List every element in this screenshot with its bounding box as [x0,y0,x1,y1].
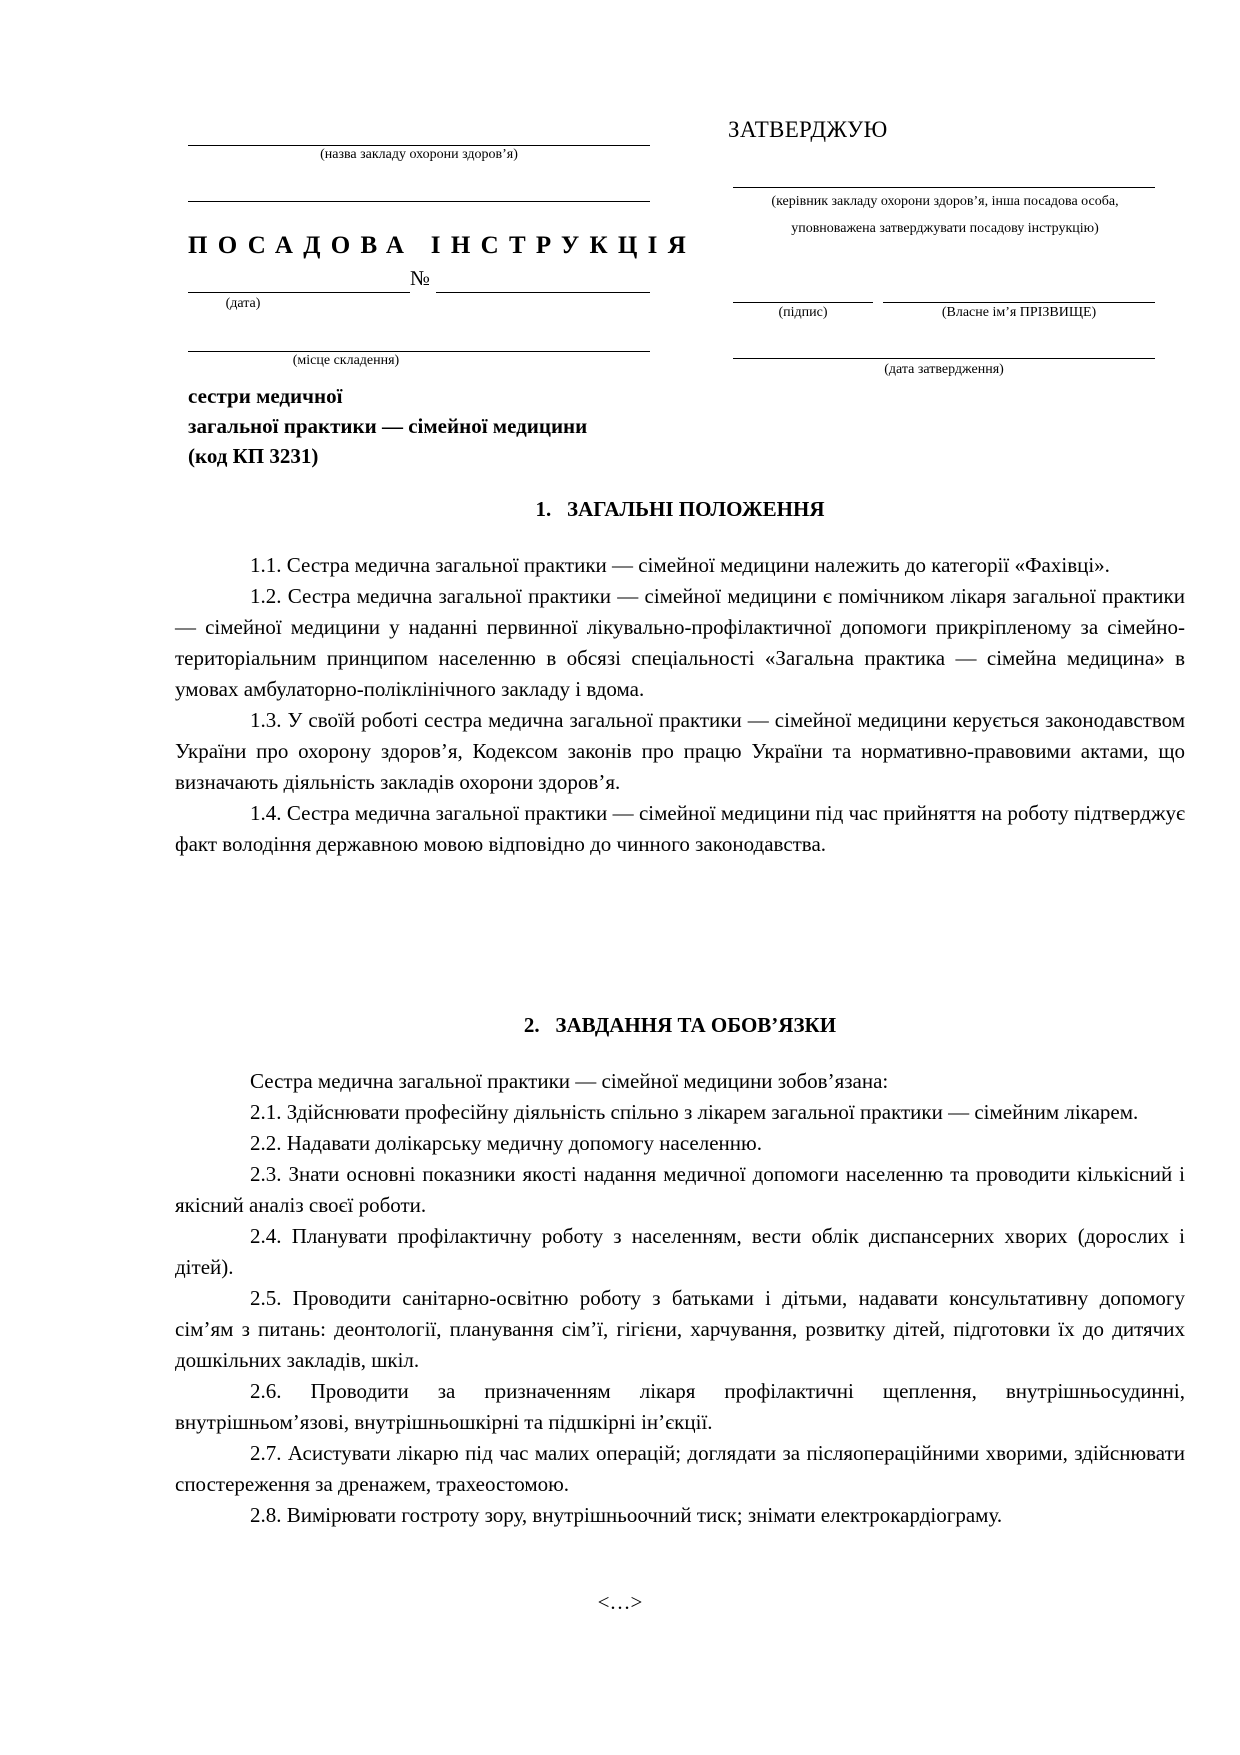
document-title: ПОСАДОВА ІНСТРУКЦІЯ [188,232,697,259]
section-2-intro: Сестра медична загальної практики — сімейної медицини зобов’язана: [250,1069,889,1093]
position-line-1: сестри медичної [188,384,343,408]
place-caption: (місце складення) [292,353,400,368]
institution-caption: (назва закладу охорони здоров’я) [320,147,518,162]
section-2-heading: 2. ЗАВДАННЯ ТА ОБОВ’ЯЗКИ [523,1013,837,1037]
section-2-body [175,1066,1185,1531]
paragraph-2-8: 2.8. Вимірювати гостроту зору, внутрішньоочний тиск; знімати електрокардіограму. [250,1503,1003,1527]
position-line-2: загальної практики — сімейної медицини [188,414,588,438]
number-sign: № [410,266,431,290]
approve-label: ЗАТВЕРДЖУЮ [728,117,888,142]
paragraph-2-2: 2.2. Надавати долікарську медичну допомогу населенню. [250,1131,762,1155]
number-line [436,292,650,293]
paragraph-1-2: 1.2. Сестра медична загальної практики — сімейної медицини є помічником лікаря загальної практики — сімейної медицини у наданні первинної лікувально-профілактичної допомоги прикріпленому за сімейно-територіальним принципом населенню в обсязі спеціальності «Загальна практика — сімейна медицина» в умовах амбулаторно-поліклінічного закладу і вдома. [175,584,1185,701]
paragraph-2-3: 2.3. Знати основні показники якості надання медичної допомоги населенню та проводити кількісний і якісний аналіз своєї роботи. [175,1162,1185,1217]
paragraph-2-6: 2.6. Проводити за призначенням лікаря профілактичні щеплення, внутрішньосудинні, внутрішньом’язові, внутрішньошкірні та підшкірні ін’єкції. [175,1379,1185,1434]
paragraph-2-5: 2.5. Проводити санітарно-освітню роботу з батьками і дітьми, надавати консультативну допомогу сім’ям з питань: деонтології, планування сім’ї, гігієни, харчування, розвитку дітей, підготовки їх до дитячих дошкільних закладів, шкіл. [175,1286,1185,1372]
position-title [188,381,587,471]
date-line [188,292,410,293]
paragraph-2-4: 2.4. Планувати профілактичну роботу з населенням, вести облік диспансерних хворих (дорослих і дітей). [175,1224,1185,1279]
institution-name-line-2 [188,201,650,202]
name-caption: (Власне ім’я ПРІЗВИЩЕ) [941,305,1097,320]
paragraph-1-3: 1.3. У своїй роботі сестра медична загальної практики — сімейної медицини керується законодавством України про охорону здоров’я, Кодексом законів про працю України та нормативно-правовими актами, що визначають діяльність закладів охорони здоров’я. [175,708,1185,794]
approval-date-caption: (дата затвердження) [884,362,1004,377]
paragraph-2-1: 2.1. Здійснювати професійну діяльність спільно з лікарем загальної практики — сімейним лікарем. [250,1100,1139,1124]
section-1-body [175,550,1185,860]
approval-date-line [733,358,1155,359]
signature-line [733,302,873,303]
paragraph-1-4: 1.4. Сестра медична загальної практики — сімейної медицини під час прийняття на роботу підтверджує факт володіння державною мовою відповідно до чинного законодавства. [175,801,1185,856]
head-caption: (керівник закладу охорони здоров’я, інша посадова особа, уповноважена затверджувати посадову інструкцію) [771,194,1119,236]
name-line [883,302,1155,303]
date-caption: (дата) [225,296,261,311]
continuation-ellipsis: <…> [597,1590,643,1614]
section-1-heading: 1. ЗАГАЛЬНІ ПОЛОЖЕННЯ [535,497,825,521]
signature-caption: (підпис) [778,305,828,320]
paragraph-2-7: 2.7. Асистувати лікарю під час малих операцій; доглядати за післяопераційними хворими, здійснювати спостереження за дренажем, трахеостомою. [175,1441,1185,1496]
paragraph-1-1: 1.1. Сестра медична загальної практики — сімейної медицини належить до категорії «Фахівці». [250,553,1110,577]
position-line-3: (код КП 3231) [188,444,319,468]
